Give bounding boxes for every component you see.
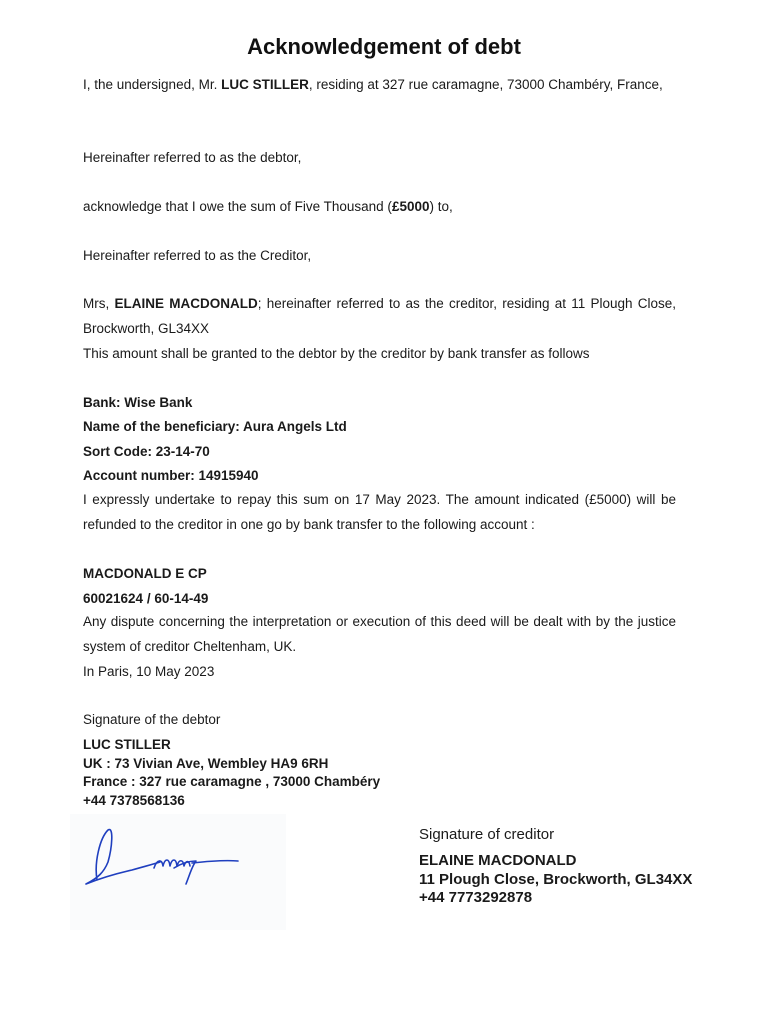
debtor-reference: Hereinafter referred to as the debtor, [83,150,302,165]
debtor-handwritten-signature [70,814,286,930]
repay-account-number: 60021624 / 60-14-49 [83,591,209,606]
handwritten-signature-icon [70,814,286,930]
debtor-details [83,736,380,810]
creditor-text-start: Mrs, [83,296,115,311]
document-title: Acknowledgement of debt [247,34,521,59]
account-number: Account number: 14915940 [83,468,259,483]
acknowledge-text-start: acknowledge that I owe the sum of Five Thousand ( [83,199,392,214]
sort-code: Sort Code: 23-14-70 [83,444,210,459]
bank-name: Bank: Wise Bank [83,395,193,410]
creditor-address: 11 Plough Close, Brockworth, GL34XX [419,870,693,888]
debtor-signature-label: Signature of the debtor [83,712,221,727]
creditor-reference: Hereinafter referred to as the Creditor, [83,248,312,263]
creditor-name-inline: ELAINE MACDONALD [114,296,258,311]
creditor-paragraph [83,292,676,341]
acknowledge-line [83,198,453,216]
creditor-name: ELAINE MACDONALD [419,852,577,869]
debtor-name: LUC STILLER [83,737,171,752]
creditor-phone: +44 7773292878 [419,889,533,906]
dispute-paragraph: Any dispute concerning the interpretation or execution of this deed will be dealt with by the justice system of creditor Cheltenham, UK. [83,614,676,654]
debtor-phone: +44 7378568136 [83,792,185,808]
place-and-date: In Paris, 10 May 2023 [83,664,215,679]
debtor-france-address: France : 327 rue caramagne , 73000 Chambéry [83,774,381,789]
debtor-name-inline: LUC STILLER [221,77,309,92]
beneficiary-name: Name of the beneficiary: Aura Angels Ltd [83,419,347,434]
debt-amount: £5000 [391,199,430,214]
creditor-details [419,852,692,908]
transfer-paragraph: This amount shall be granted to the debtor by the creditor by bank transfer as follows [83,346,590,361]
acknowledge-text-end: ) to, [429,199,453,214]
debtor-uk-address: UK : 73 Vivian Ave, Wembley HA9 6RH [83,755,329,771]
creditor-signature-label: Signature of creditor [419,826,555,843]
creditor-text-end: ; hereinafter referred to as the creditor, residing at 11 Plough Close, Brockworth, GL34XX [83,296,676,336]
intro-paragraph [83,73,676,98]
repay-account-name: MACDONALD E CP [83,566,207,581]
repayment-paragraph: I expressly undertake to repay this sum on 17 May 2023. The amount indicated (£5000) will be refunded to the creditor in one go by bank transfer to the following account : [83,492,676,532]
intro-text-start: I, the undersigned, Mr. [83,77,222,92]
intro-text-end: , residing at 327 rue caramagne, 73000 Chambéry, France, [308,77,663,92]
